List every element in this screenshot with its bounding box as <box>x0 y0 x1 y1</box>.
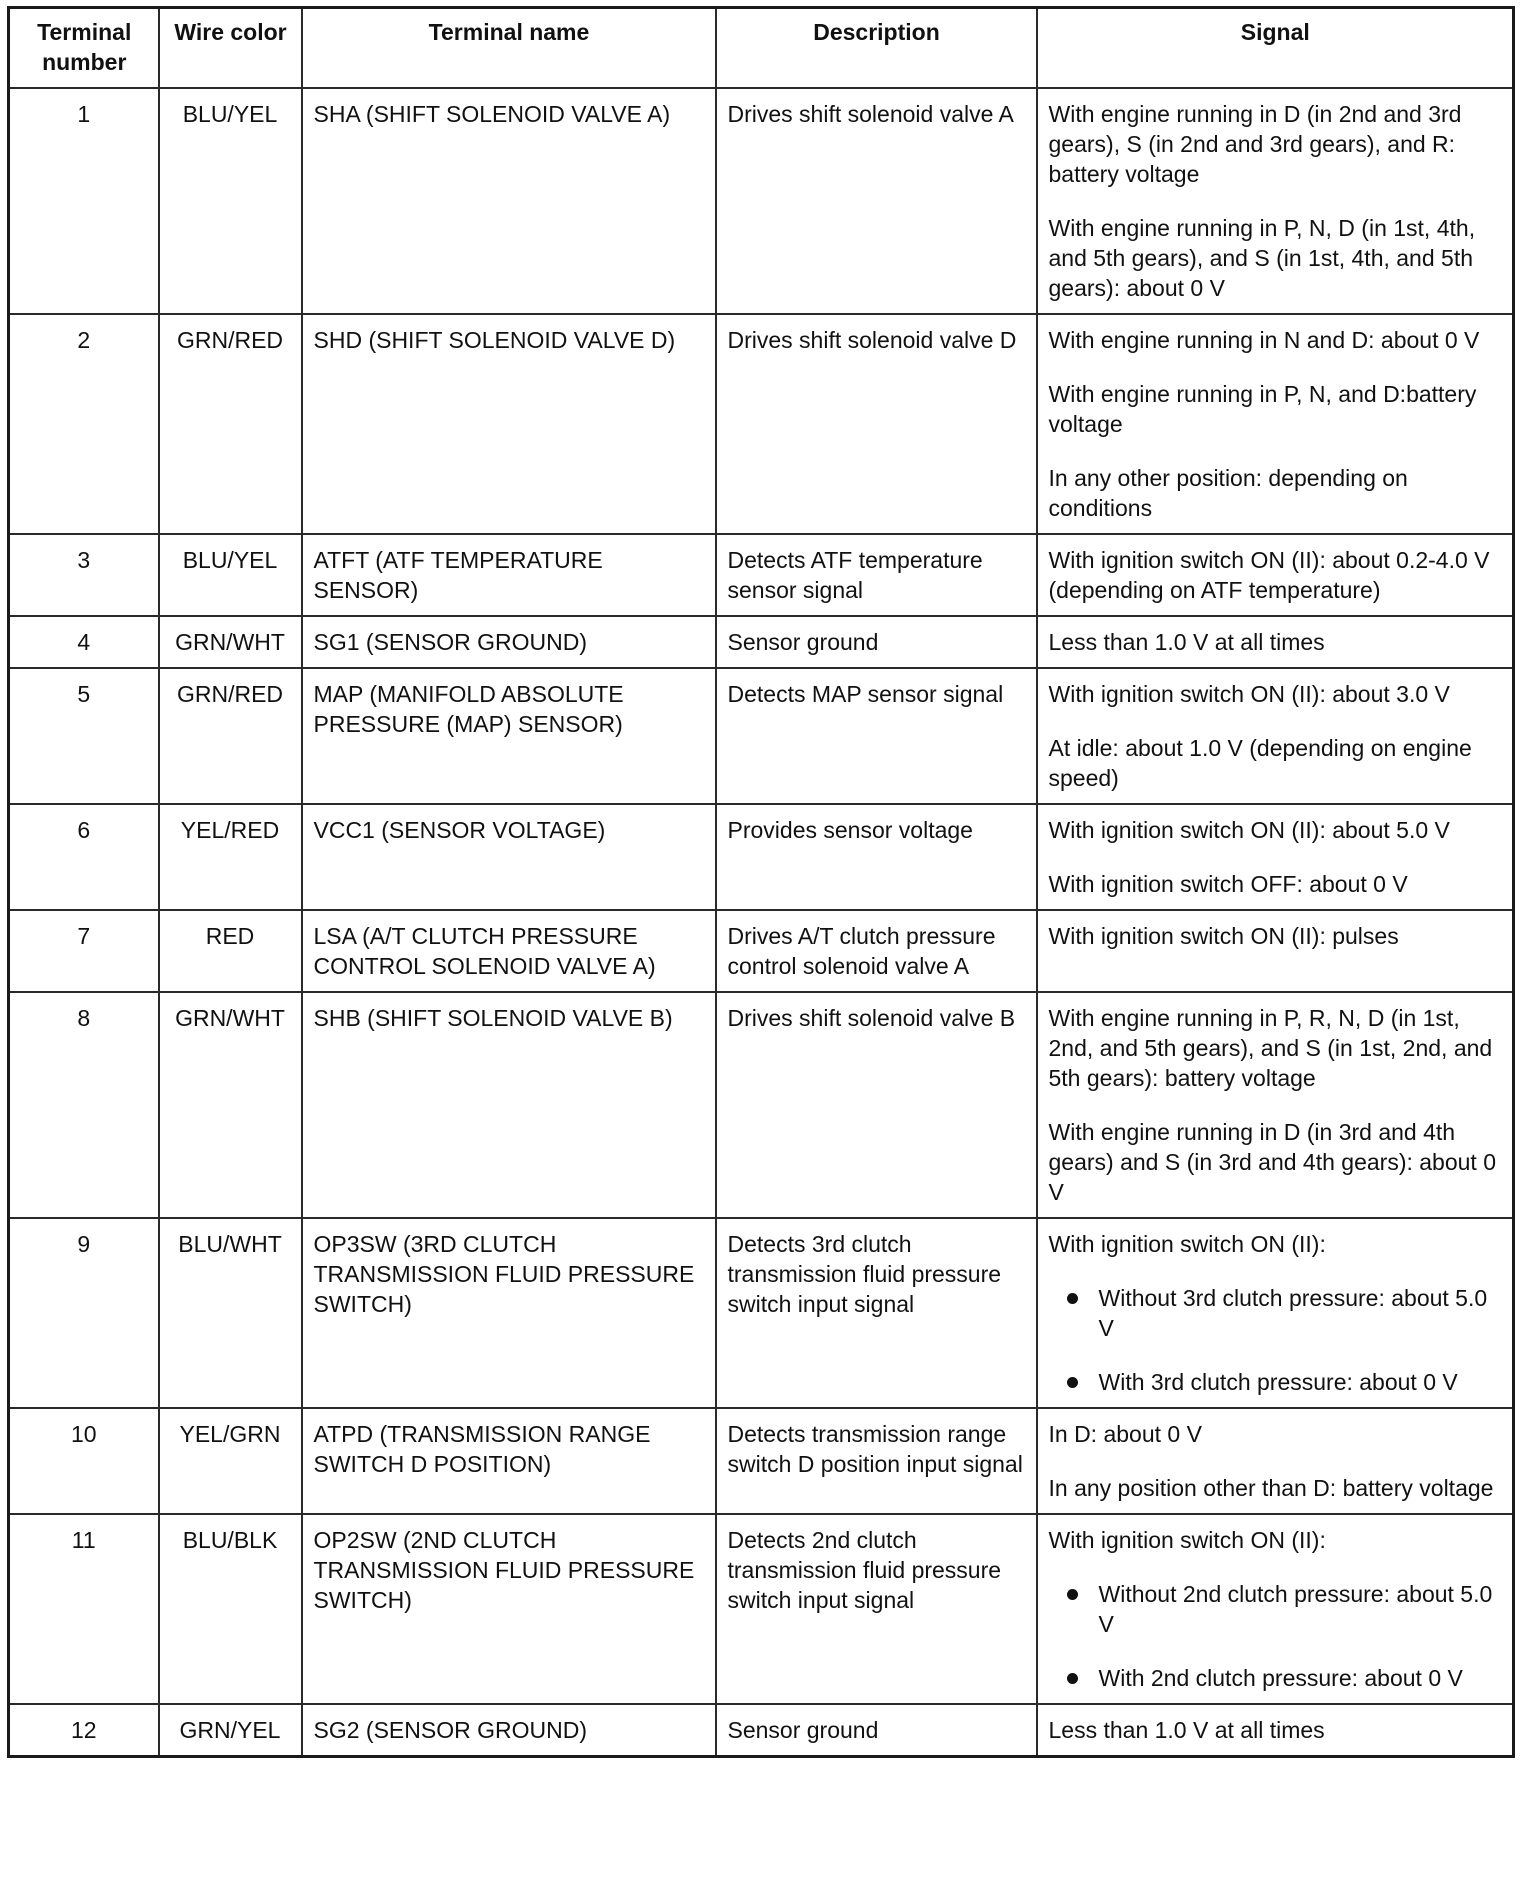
description-cell: Detects 3rd clutch transmission fluid pressure switch input signal <box>716 1218 1037 1408</box>
header-description: Description <box>716 8 1037 89</box>
signal-bullet-item <box>1049 1579 1503 1639</box>
wire-color-cell: BLU/WHT <box>159 1218 302 1408</box>
wire-color-cell: YEL/RED <box>159 804 302 910</box>
bullet-icon <box>1067 1293 1078 1304</box>
signal-bullet-text: Without 2nd clutch pressure: about 5.0 V <box>1098 1581 1493 1637</box>
table-row <box>9 668 1514 804</box>
wire-color-cell: BLU/YEL <box>159 88 302 314</box>
signal-cell <box>1037 1218 1514 1408</box>
wire-color-cell: YEL/GRN <box>159 1408 302 1514</box>
signal-paragraph: Less than 1.0 V at all times <box>1048 629 1325 655</box>
signal-cell <box>1037 1408 1514 1514</box>
signal-cell <box>1037 88 1514 314</box>
description-cell: Detects 2nd clutch transmission fluid pressure switch input signal <box>716 1514 1037 1704</box>
signal-paragraph: With ignition switch ON (II): about 3.0 V <box>1048 681 1450 707</box>
signal-bullet-item <box>1049 1663 1503 1693</box>
terminal-name-cell: SG1 (SENSOR GROUND) <box>302 616 716 668</box>
description-cell: Drives shift solenoid valve D <box>716 314 1037 534</box>
signal-paragraph: With ignition switch ON (II): pulses <box>1048 923 1399 949</box>
signal-paragraph: With engine running in P, R, N, D (in 1st, 2nd, and 5th gears), and S (in 1st, 2nd, and 5th gears): battery voltage <box>1048 1005 1493 1091</box>
wire-color-cell: GRN/RED <box>159 668 302 804</box>
terminal-number-cell: 5 <box>9 668 159 804</box>
signal-cell <box>1037 1704 1514 1757</box>
terminal-number-cell: 4 <box>9 616 159 668</box>
terminal-table <box>7 6 1515 1758</box>
table-row <box>9 88 1514 314</box>
terminal-name-cell: VCC1 (SENSOR VOLTAGE) <box>302 804 716 910</box>
signal-bullet-item <box>1049 1283 1503 1343</box>
description-cell: Detects MAP sensor signal <box>716 668 1037 804</box>
description-cell: Sensor ground <box>716 1704 1037 1757</box>
wire-color-cell: GRN/YEL <box>159 1704 302 1757</box>
table-row <box>9 314 1514 534</box>
wire-color-cell: GRN/RED <box>159 314 302 534</box>
bullet-icon <box>1067 1673 1078 1684</box>
description-cell: Sensor ground <box>716 616 1037 668</box>
terminal-name-cell: SHA (SHIFT SOLENOID VALVE A) <box>302 88 716 314</box>
table-row <box>9 1704 1514 1757</box>
terminal-name-cell: LSA (A/T CLUTCH PRESSURE CONTROL SOLENOID VALVE A) <box>302 910 716 992</box>
terminal-name-cell: SG2 (SENSOR GROUND) <box>302 1704 716 1757</box>
signal-paragraph: With ignition switch ON (II): <box>1048 1527 1326 1553</box>
description-cell: Drives A/T clutch pressure control solenoid valve A <box>716 910 1037 992</box>
header-terminal-name: Terminal name <box>302 8 716 89</box>
signal-paragraph: In any other position: depending on conditions <box>1048 465 1408 521</box>
signal-paragraph: Less than 1.0 V at all times <box>1048 1717 1325 1743</box>
terminal-number-cell: 6 <box>9 804 159 910</box>
table-row <box>9 534 1514 616</box>
description-cell: Detects ATF temperature sensor signal <box>716 534 1037 616</box>
signal-cell <box>1037 534 1514 616</box>
terminal-number-cell: 3 <box>9 534 159 616</box>
table-row <box>9 616 1514 668</box>
signal-cell <box>1037 992 1514 1218</box>
signal-paragraph: With ignition switch OFF: about 0 V <box>1048 871 1408 897</box>
signal-paragraph: With ignition switch ON (II): about 5.0 V <box>1048 817 1450 843</box>
terminal-name-cell: SHB (SHIFT SOLENOID VALVE B) <box>302 992 716 1218</box>
table-header-row <box>9 8 1514 89</box>
bullet-icon <box>1067 1589 1078 1600</box>
signal-paragraph: With engine running in P, N, D (in 1st, 4th, and 5th gears), and S (in 1st, 4th, and 5th gears): about 0 V <box>1048 215 1476 301</box>
signal-paragraph: With engine running in N and D: about 0 V <box>1048 327 1480 353</box>
signal-paragraph: At idle: about 1.0 V (depending on engine speed) <box>1048 735 1472 791</box>
signal-bullet-item <box>1049 1367 1503 1397</box>
signal-bullet-list <box>1049 1579 1503 1693</box>
terminal-name-cell: OP3SW (3RD CLUTCH TRANSMISSION FLUID PRESSURE SWITCH) <box>302 1218 716 1408</box>
wire-color-cell: BLU/YEL <box>159 534 302 616</box>
wire-color-cell: RED <box>159 910 302 992</box>
signal-paragraph: With ignition switch ON (II): <box>1048 1231 1326 1257</box>
table-row <box>9 1408 1514 1514</box>
table-row <box>9 804 1514 910</box>
terminal-number-cell: 7 <box>9 910 159 992</box>
signal-cell <box>1037 910 1514 992</box>
signal-bullet-list <box>1049 1283 1503 1397</box>
signal-bullet-text: Without 3rd clutch pressure: about 5.0 V <box>1098 1285 1488 1341</box>
terminal-name-cell: OP2SW (2ND CLUTCH TRANSMISSION FLUID PRESSURE SWITCH) <box>302 1514 716 1704</box>
wire-color-cell: GRN/WHT <box>159 992 302 1218</box>
terminal-number-cell: 11 <box>9 1514 159 1704</box>
signal-paragraph: With ignition switch ON (II): about 0.2-4.0 V (depending on ATF temperature) <box>1048 547 1490 603</box>
signal-paragraph: With engine running in D (in 3rd and 4th gears) and S (in 3rd and 4th gears): about 0 V <box>1048 1119 1497 1205</box>
description-cell: Drives shift solenoid valve B <box>716 992 1037 1218</box>
signal-paragraph: With engine running in P, N, and D:battery voltage <box>1048 381 1477 437</box>
signal-cell <box>1037 804 1514 910</box>
terminal-number-cell: 2 <box>9 314 159 534</box>
table-row <box>9 1514 1514 1704</box>
header-signal: Signal <box>1037 8 1514 89</box>
header-terminal-number: Terminal number <box>9 8 159 89</box>
description-cell: Detects transmission range switch D position input signal <box>716 1408 1037 1514</box>
signal-paragraph: In any position other than D: battery voltage <box>1048 1475 1494 1501</box>
signal-cell <box>1037 314 1514 534</box>
signal-bullet-text: With 2nd clutch pressure: about 0 V <box>1098 1665 1463 1691</box>
signal-cell <box>1037 668 1514 804</box>
header-wire-color: Wire color <box>159 8 302 89</box>
description-cell: Provides sensor voltage <box>716 804 1037 910</box>
terminal-name-cell: ATFT (ATF TEMPERATURE SENSOR) <box>302 534 716 616</box>
terminal-name-cell: SHD (SHIFT SOLENOID VALVE D) <box>302 314 716 534</box>
signal-paragraph: In D: about 0 V <box>1048 1421 1202 1447</box>
wire-color-cell: GRN/WHT <box>159 616 302 668</box>
table-row <box>9 1218 1514 1408</box>
bullet-icon <box>1067 1377 1078 1388</box>
signal-bullet-text: With 3rd clutch pressure: about 0 V <box>1098 1369 1458 1395</box>
terminal-name-cell: MAP (MANIFOLD ABSOLUTE PRESSURE (MAP) SENSOR) <box>302 668 716 804</box>
table-row <box>9 910 1514 992</box>
signal-paragraph: With engine running in D (in 2nd and 3rd gears), S (in 2nd and 3rd gears), and R: battery voltage <box>1048 101 1462 187</box>
terminal-table-sheet <box>7 6 1512 1758</box>
table-row <box>9 992 1514 1218</box>
table-body <box>9 88 1514 1757</box>
terminal-number-cell: 10 <box>9 1408 159 1514</box>
terminal-number-cell: 12 <box>9 1704 159 1757</box>
signal-cell <box>1037 616 1514 668</box>
description-cell: Drives shift solenoid valve A <box>716 88 1037 314</box>
terminal-number-cell: 8 <box>9 992 159 1218</box>
wire-color-cell: BLU/BLK <box>159 1514 302 1704</box>
terminal-number-cell: 1 <box>9 88 159 314</box>
terminal-number-cell: 9 <box>9 1218 159 1408</box>
terminal-name-cell: ATPD (TRANSMISSION RANGE SWITCH D POSITION) <box>302 1408 716 1514</box>
signal-cell <box>1037 1514 1514 1704</box>
